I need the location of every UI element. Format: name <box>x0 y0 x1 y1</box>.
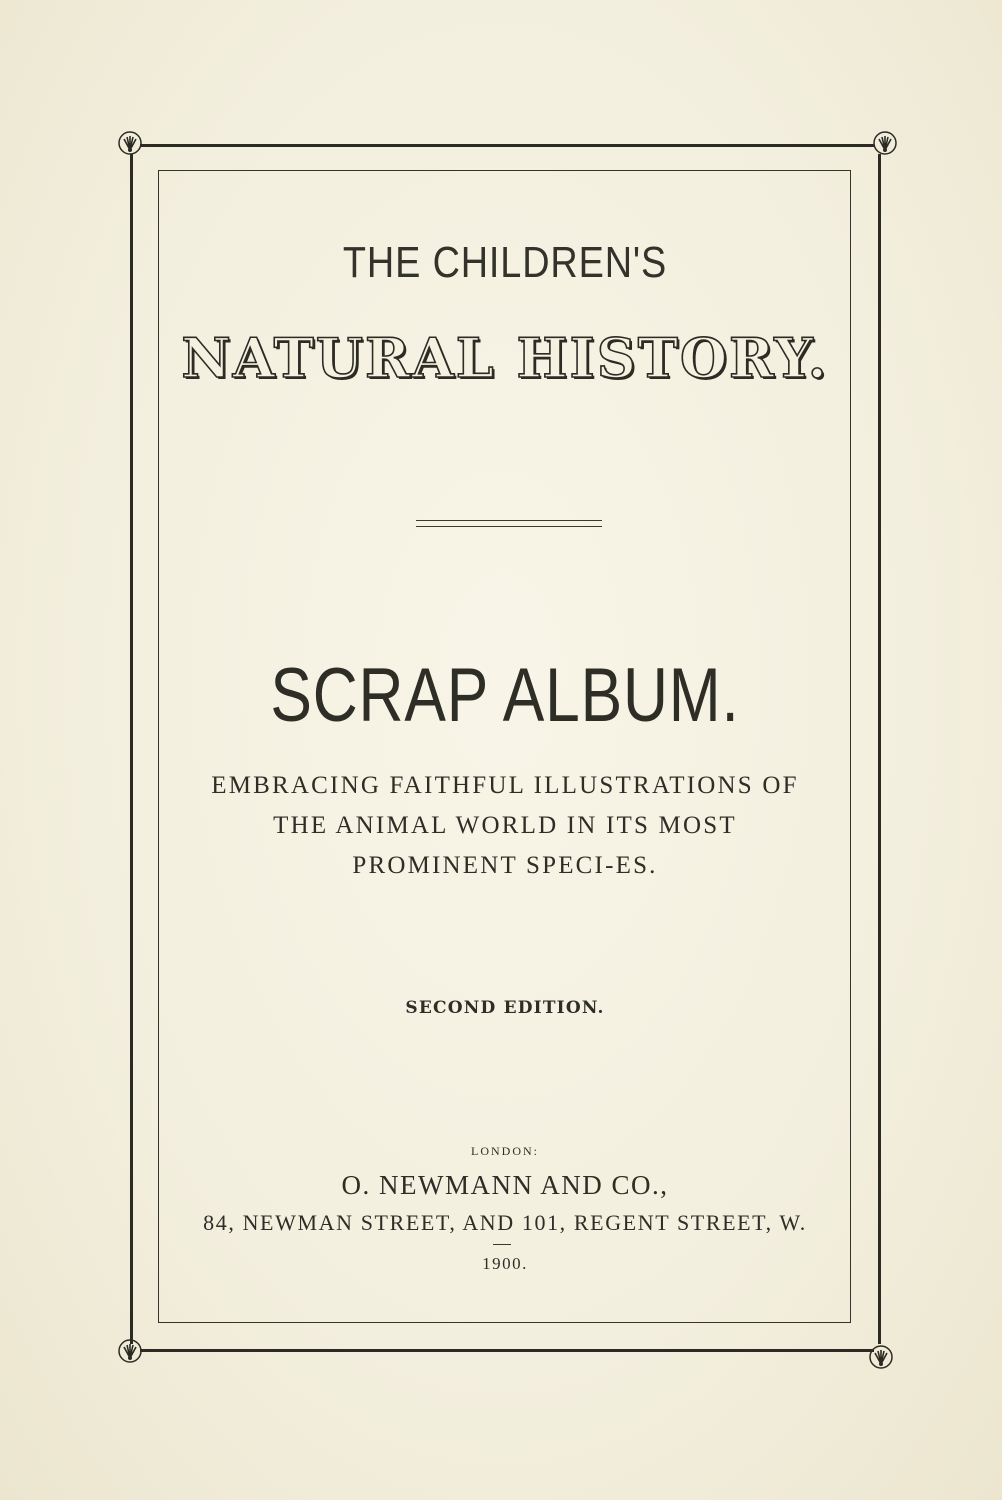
title-line-1: THE CHILDREN'S <box>342 238 668 287</box>
description-line-3: PROMINENT SPECI-ES. <box>352 852 658 879</box>
title-line-2: NATURAL HISTORY. <box>181 326 829 390</box>
frame-right-line <box>878 154 881 1344</box>
corner-ornament-icon <box>872 130 898 156</box>
imprint-address: 84, NEWMAN STREET, AND 101, REGENT STREET, W. <box>203 1210 807 1235</box>
frame-top-line <box>140 144 874 147</box>
divider-rule <box>416 520 602 527</box>
description-line-2: THE ANIMAL WORLD IN ITS MOST <box>273 812 737 839</box>
edition: SECOND EDITION. <box>405 998 605 1018</box>
imprint-year: 1900. <box>482 1254 528 1273</box>
imprint-rule <box>493 1244 511 1245</box>
corner-ornament-icon <box>117 130 143 156</box>
corner-ornament-icon <box>117 1338 143 1364</box>
frame-left-line <box>130 154 133 1344</box>
description-line-1: EMBRACING FAITHFUL ILLUSTRATIONS OF <box>211 772 799 799</box>
subtitle: SCRAP ALBUM. <box>270 653 740 738</box>
imprint-publisher: O. NEWMANN AND CO., <box>341 1170 669 1200</box>
imprint-city: LONDON: <box>471 1144 539 1158</box>
corner-ornament-icon <box>868 1344 894 1370</box>
frame-bottom-line <box>140 1349 874 1352</box>
